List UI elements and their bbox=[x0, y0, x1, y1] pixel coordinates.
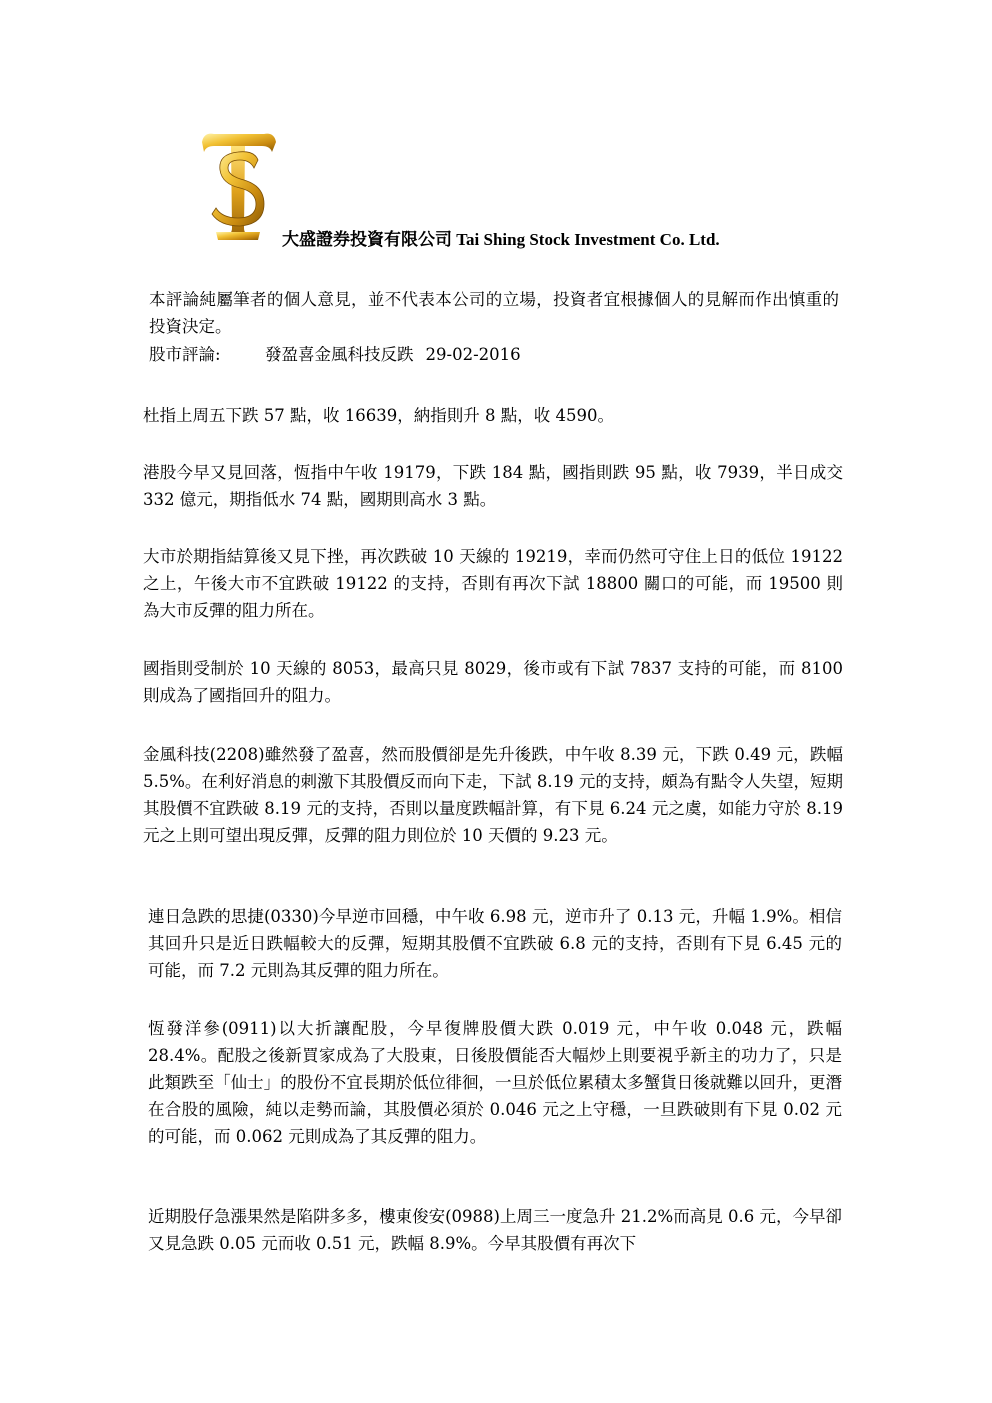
company-name: 大盛證券投資有限公司 Tai Shing Stock Investment Co. Ltd. bbox=[282, 230, 720, 249]
commentary-headline: 發盈喜金風科技反跌 bbox=[265, 345, 414, 364]
commentary-heading bbox=[149, 341, 521, 368]
paragraph-hk-market-summary: 港股今早又見回落，恆指中午收 19179，下跌 184 點，國指則跌 95 點，收 7939，半日成交 332 億元，期指低水 74 點，國期則高水 3 點。 bbox=[143, 463, 843, 509]
paragraph-loudong-junan: 近期股仔急漲果然是陷阱多多，樓東俊安(0988)上周三一度急升 21.2%而高見 0.6 元，今早卻又見急跌 0.05 元而收 0.51 元，跌幅 8.9%。今早其股價有再次下 bbox=[148, 1207, 842, 1253]
paragraph-h-share-index: 國指則受制於 10 天線的 8053，最高只見 8029，後市或有下試 7837 支持的可能，而 8100 則成為了國指回升的阻力。 bbox=[143, 659, 843, 705]
commentary-date: 29-02-2016 bbox=[425, 345, 521, 364]
paragraph-esprit: 連日急跌的思捷(0330)今早逆市回穩，中午收 6.98 元，逆市升了 0.13 元，升幅 1.9%。相信其回升只是近日跌幅較大的反彈，短期其股價不宜跌破 6.8 元的支持，否則有下見 6.45 元的可能，而 7.2 元則為其反彈的阻力所在。 bbox=[148, 907, 842, 980]
commentary-label: 股市評論: bbox=[149, 345, 221, 364]
paragraph-us-markets: 杜指上周五下跌 57 點，收 16639，納指則升 8 點，收 4590。 bbox=[143, 406, 614, 425]
ts-logo-icon bbox=[198, 128, 278, 243]
paragraph-market-outlook: 大市於期指結算後又見下挫，再次跌破 10 天線的 19219，幸而仍然可守住上日的低位 19122 之上，午後大市不宜跌破 19122 的支持，否則有再次下試 18800 關口的可能，而 19500 則為大市反彈的阻力所在。 bbox=[143, 547, 843, 620]
paragraph-goldwind: 金風科技(2208)雖然發了盈喜，然而股價卻是先升後跌，中午收 8.39 元，下跌 0.49 元，跌幅 5.5%。在利好消息的刺激下其股價反而向下走，下試 8.19 元的支持，頗為有點令人失望，短期其股價不宜跌破 8.19 元的支持，否則以量度跌幅計算，有下見 6.24 元之虞，如能力守於 8.19 元之上則可望出現反彈，反彈的阻力則位於 10 天價的 9.23 元。 bbox=[143, 745, 843, 845]
disclaimer-text: 本評論純屬筆者的個人意見，並不代表本公司的立場，投資者宜根據個人的見解而作出慎重的投資決定。 bbox=[149, 290, 839, 336]
paragraph-hengfa-ginseng: 恆發洋參(0911)以大折讓配股，今早復牌股價大跌 0.019 元，中午收 0.048 元，跌幅 28.4%。配股之後新買家成為了大股東，日後股價能否大幅炒上則要視乎新主的功力了，只是此類跌至「仙士」的股份不宜長期於低位徘徊，一旦於低位累積太多蟹貨日後就難以回升，更潛在合股的風險，純以走勢而論，其股價必須於 0.046 元之上守穩，一旦跌破則有下見 0.02 元的可能，而 0.062 元則成為了其反彈的阻力。 bbox=[148, 1019, 842, 1146]
